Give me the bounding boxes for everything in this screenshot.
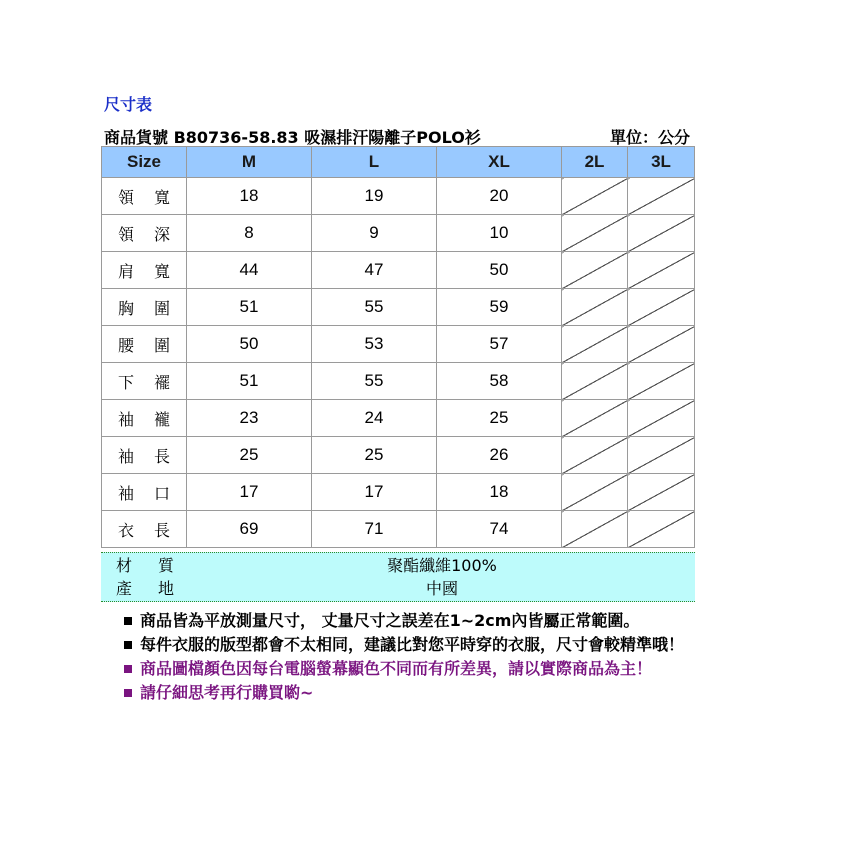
material-row — [101, 554, 695, 577]
size-value-cell: 20 — [437, 178, 562, 215]
not-available-cell — [628, 178, 695, 215]
size-value-cell: 51 — [187, 363, 312, 400]
size-value-cell: 17 — [312, 474, 437, 511]
size-value-cell: 23 — [187, 400, 312, 437]
not-available-cell — [562, 437, 628, 474]
measure-label: 領 寬 — [102, 178, 187, 215]
size-value-cell: 71 — [312, 511, 437, 548]
size-value-cell: 25 — [312, 437, 437, 474]
not-available-cell — [562, 252, 628, 289]
size-value-cell: 57 — [437, 326, 562, 363]
table-row — [102, 289, 695, 326]
unit-label: 單位：公分 — [609, 128, 690, 147]
table-row — [102, 437, 695, 474]
square-bullet-icon — [124, 689, 132, 697]
not-available-cell — [562, 474, 628, 511]
size-value-cell: 25 — [437, 400, 562, 437]
not-available-cell — [628, 252, 695, 289]
header-xl: XL — [437, 147, 562, 178]
not-available-cell — [562, 178, 628, 215]
size-value-cell: 9 — [312, 215, 437, 252]
size-table-body — [102, 178, 695, 548]
header-2l: 2L — [562, 147, 628, 178]
size-value-cell: 8 — [187, 215, 312, 252]
size-value-cell: 53 — [312, 326, 437, 363]
page-title: 尺寸表 — [104, 95, 153, 114]
square-bullet-icon — [124, 617, 132, 625]
not-available-cell — [562, 215, 628, 252]
not-available-cell — [562, 363, 628, 400]
measure-label: 下 襬 — [102, 363, 187, 400]
not-available-cell — [628, 363, 695, 400]
not-available-cell — [628, 437, 695, 474]
header-m: M — [187, 147, 312, 178]
square-bullet-icon — [124, 665, 132, 673]
size-value-cell: 50 — [437, 252, 562, 289]
size-value-cell: 51 — [187, 289, 312, 326]
square-bullet-icon — [124, 641, 132, 649]
note-item: 請仔細思考再行購買喲~ — [124, 681, 684, 705]
measure-label: 領 深 — [102, 215, 187, 252]
size-value-cell: 25 — [187, 437, 312, 474]
not-available-cell — [562, 289, 628, 326]
origin-row — [101, 577, 695, 600]
measure-label: 腰 圍 — [102, 326, 187, 363]
product-info-line — [104, 125, 694, 147]
product-code: 商品貨號 B80736-58.83 吸濕排汗陽離子POLO衫 — [104, 128, 481, 147]
measure-label: 衣 長 — [102, 511, 187, 548]
size-value-cell: 18 — [187, 178, 312, 215]
measure-label: 袖 長 — [102, 437, 187, 474]
not-available-cell — [562, 400, 628, 437]
note-item: 商品皆為平放測量尺寸， 丈量尺寸之誤差在1~2cm內皆屬正常範圍。 — [124, 609, 684, 633]
size-value-cell: 18 — [437, 474, 562, 511]
measure-label: 袖 口 — [102, 474, 187, 511]
not-available-cell — [628, 289, 695, 326]
size-value-cell: 47 — [312, 252, 437, 289]
size-value-cell: 50 — [187, 326, 312, 363]
size-value-cell: 55 — [312, 363, 437, 400]
not-available-cell — [628, 215, 695, 252]
origin-value: 中國 — [425, 579, 458, 598]
table-row — [102, 474, 695, 511]
size-value-cell: 44 — [187, 252, 312, 289]
size-value-cell: 10 — [437, 215, 562, 252]
measure-label: 肩 寬 — [102, 252, 187, 289]
material-label: 材 質 — [116, 556, 174, 575]
material-section — [101, 552, 695, 602]
size-value-cell: 59 — [437, 289, 562, 326]
not-available-cell — [562, 326, 628, 363]
note-item: 商品圖檔顏色因每台電腦螢幕顯色不同而有所差異，請以實際商品為主！ — [124, 657, 684, 681]
measure-label: 胸 圍 — [102, 289, 187, 326]
size-value-cell: 26 — [437, 437, 562, 474]
header-size: Size — [102, 147, 187, 178]
table-row — [102, 400, 695, 437]
size-value-cell: 55 — [312, 289, 437, 326]
table-row — [102, 178, 695, 215]
not-available-cell — [628, 400, 695, 437]
not-available-cell — [628, 326, 695, 363]
measure-label: 袖 襱 — [102, 400, 187, 437]
header-l: L — [312, 147, 437, 178]
size-value-cell: 19 — [312, 178, 437, 215]
note-item: 每件衣服的版型都會不太相同，建議比對您平時穿的衣服，尺寸會較精準哦！ — [124, 633, 684, 657]
table-row — [102, 363, 695, 400]
not-available-cell — [562, 511, 628, 548]
size-value-cell: 74 — [437, 511, 562, 548]
size-value-cell: 69 — [187, 511, 312, 548]
table-row — [102, 326, 695, 363]
size-table — [101, 146, 695, 548]
material-value: 聚酯纖維100% — [387, 556, 497, 575]
not-available-cell — [628, 474, 695, 511]
notes-list — [124, 609, 684, 705]
header-3l: 3L — [628, 147, 695, 178]
table-row — [102, 511, 695, 548]
size-value-cell: 58 — [437, 363, 562, 400]
size-value-cell: 17 — [187, 474, 312, 511]
table-row — [102, 215, 695, 252]
size-value-cell: 24 — [312, 400, 437, 437]
origin-label: 產 地 — [116, 579, 174, 598]
size-header-row — [102, 147, 695, 178]
table-row — [102, 252, 695, 289]
not-available-cell — [628, 511, 695, 548]
